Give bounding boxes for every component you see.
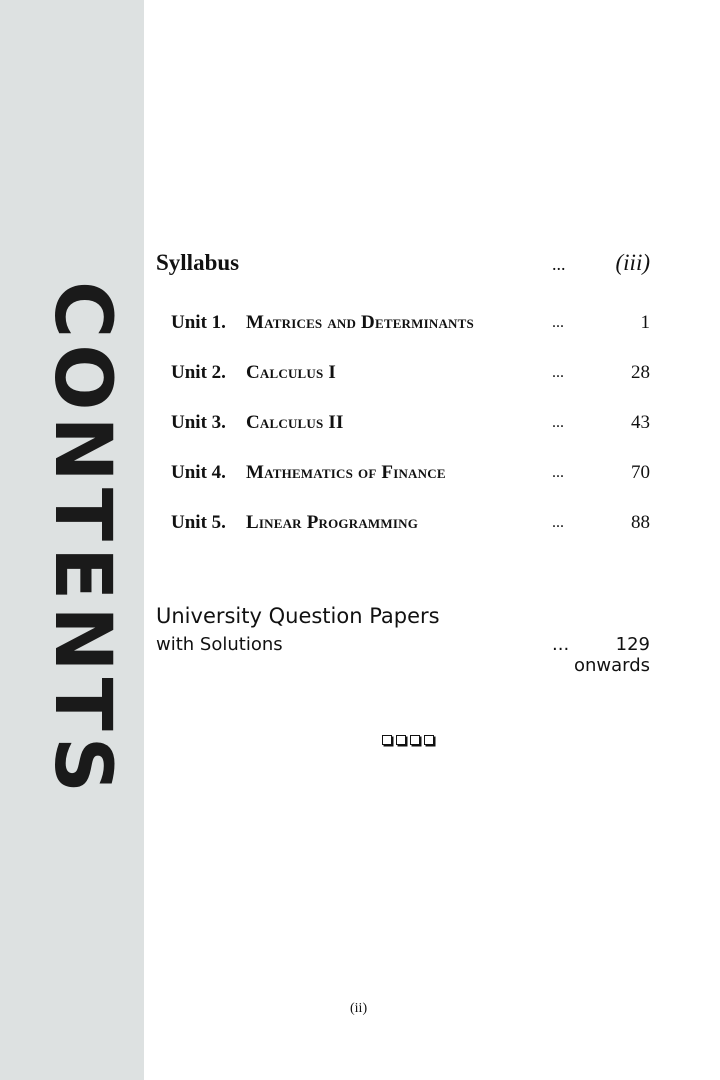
contents-heading: CONTENTS [37,281,127,799]
box-icon [424,735,434,745]
toc-leader-dots: ... [552,364,564,381]
toc-page-suffix: onwards [573,655,650,676]
box-icon [410,735,420,745]
unit-title: Linear Programming [246,512,419,533]
toc-leader-dots: ... [552,514,564,531]
unit-number: Unit 3. [171,412,226,433]
unit-number: Unit 2. [171,362,226,383]
toc-page-number: 28 [631,362,650,383]
unit-title: Calculus II [246,412,344,433]
toc-page-number: 1 [640,312,650,333]
question-papers-subtitle: with Solutions [156,634,283,655]
question-papers-title: University Question Papers [156,604,440,628]
end-ornament [382,735,434,745]
unit-title: Calculus I [246,362,336,383]
toc-leader-dots: ... [552,464,564,481]
unit-number: Unit 1. [171,312,226,333]
box-icon [382,735,392,745]
page-folio: (ii) [350,1001,368,1016]
unit-number: Unit 5. [171,512,226,533]
toc-leader-dots: ... [552,634,570,655]
side-band [0,0,144,1080]
box-icon [396,735,406,745]
toc-page-number: 129 [615,634,650,655]
unit-title: Mathematics of Finance [246,462,446,483]
unit-title: Matrices and Determinants [246,312,474,333]
toc-page-number: 88 [631,512,650,533]
toc-page-number: 43 [631,412,650,433]
toc-page-number: 70 [631,462,650,483]
toc-leader-dots: ... [552,254,566,274]
toc-page-number: (iii) [615,250,650,275]
toc-leader-dots: ... [552,314,564,331]
unit-number: Unit 4. [171,462,226,483]
toc-leader-dots: ... [552,414,564,431]
toc-entry-label: Syllabus [156,250,240,275]
